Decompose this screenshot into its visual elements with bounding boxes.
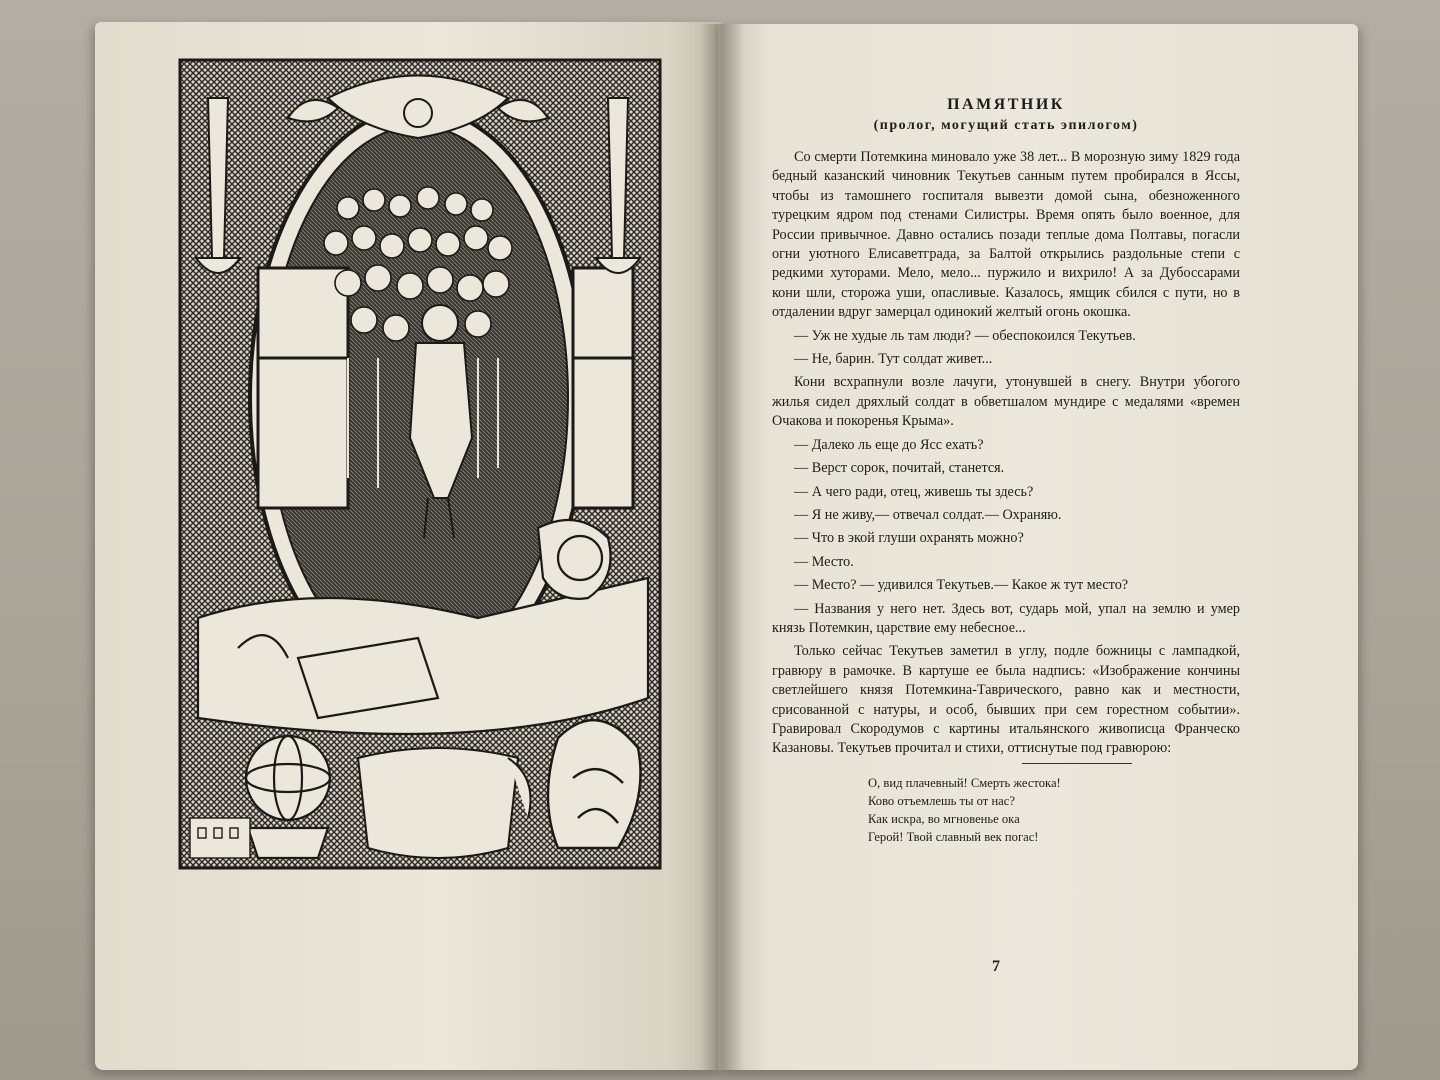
chapter-subtitle: (пролог, могущий стать эпилогом)	[873, 118, 1139, 133]
poem-line: Герой! Твой славный век погас!	[868, 829, 1039, 844]
paragraph: — Названия у него нет. Здесь вот, сударь мой, упал на землю и умер князь Потемкин, царствие ему небесное...	[772, 600, 1240, 636]
chapter-title: ПАМЯТНИК	[947, 96, 1065, 113]
paragraph: — Уж не худые ль там люди? — обеспокоился Текутьев.	[794, 327, 1136, 344]
poem-line: О, вид плачевный! Смерть жестока!	[868, 775, 1061, 790]
paragraph: — Место? — удивился Текутьев.— Какое ж тут место?	[794, 577, 1129, 594]
poem-line: Ково отъемлешь ты от нас?	[868, 793, 1015, 808]
paragraph: — Верст сорок, почитай, станется.	[794, 460, 1005, 477]
poem	[868, 774, 1240, 846]
paragraph: — Что в экой глуши охранять можно?	[794, 530, 1024, 547]
right-page-text	[772, 96, 1240, 846]
paragraph: Со смерти Потемкина миновало уже 38 лет... В морозную зиму 1829 года бедный казанский чиновник Текутьев санным путем пробирался в Яссы, чтобы из тамошнего госпиталя вывезти домой сына, обезноженного турецким ядром под стенами Силистры. Время опять было военное, для России привычное. Давно остались позади теплые дома Полтавы, погасли огни уютного Елисаветграда, за Балтой открылись раздольные степи с редкими хуторами. Мело, мело... пуржило и вихрило! А за Дубоссарами кони шли, сторожа уши, опасливые. Казалось, ямщик сбился с пути, но в отдалении вдруг замерцал одинокий желтый огонь окошка.	[772, 149, 1240, 321]
poem-divider	[1022, 763, 1132, 764]
paragraph: — Не, барин. Тут солдат живет...	[794, 351, 993, 368]
engraving-illustration	[178, 58, 662, 870]
poem-line: Как искра, во мгновенье ока	[868, 811, 1020, 826]
paragraph: — А чего ради, отец, живешь ты здесь?	[794, 483, 1034, 500]
paragraph: — Далеко ль еще до Ясс ехать?	[794, 436, 984, 453]
paragraph: — Я не живу,— отвечал солдат.— Охраняю.	[794, 506, 1062, 523]
paragraph: Только сейчас Текутьев заметил в углу, подле божницы с лампадкой, гравюру в рамочке. В картуше ее была надпись: «Изображение кончины светлейшего князя Потемкина-Таврического, равно как и местности, срисованной с натуры, и особ, бывших при сем горестном событии». Гравировал Скородумов с картины итальянского живописца Франческо Казановы. Текутьев прочитал и стихи, оттиснутые под гравюрою:	[772, 643, 1240, 757]
page-number: 7	[992, 958, 1000, 975]
paragraph: Кони всхрапнули возле лачуги, утонувшей в снегу. Внутри убогого жилья сидел дряхлый солдат в обветшалом мундире с медалями «времен Очакова и покоренья Крыма».	[772, 374, 1240, 430]
paragraph: — Место.	[794, 553, 854, 570]
